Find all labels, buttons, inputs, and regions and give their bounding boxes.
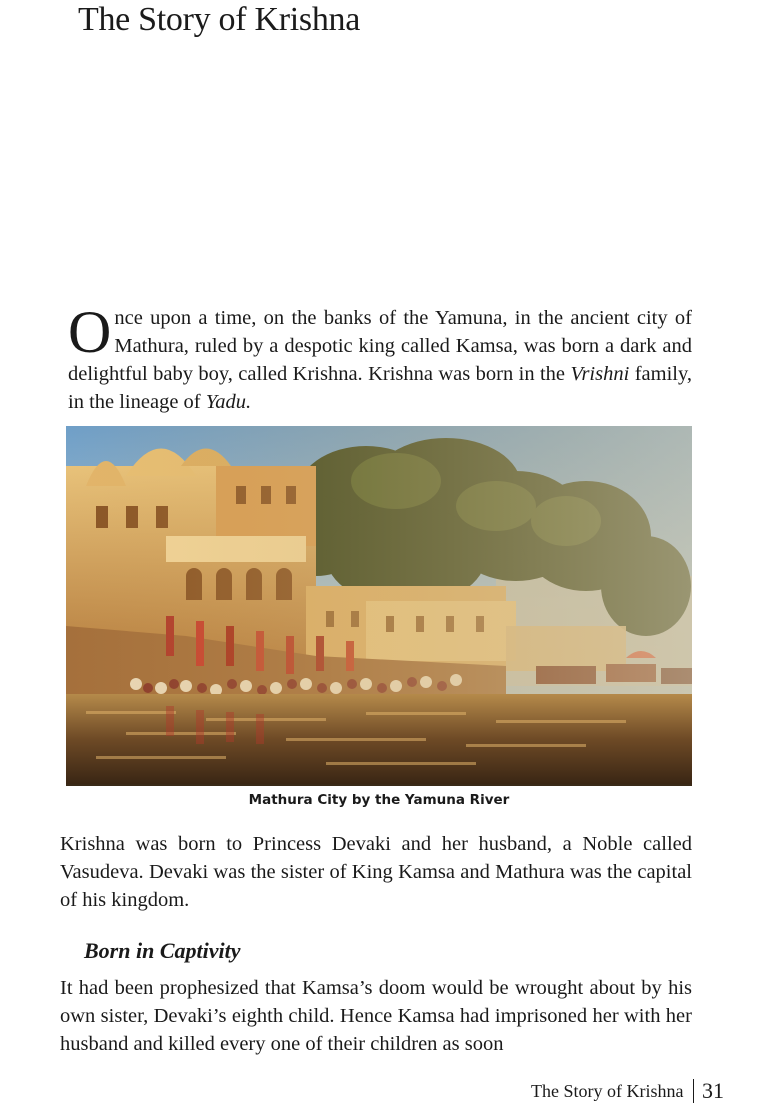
page-number: 31	[702, 1078, 724, 1103]
section-heading: Born in Captivity	[84, 938, 241, 963]
page-title: The Story of Krishna	[78, 1, 361, 38]
page-footer	[531, 1078, 724, 1104]
intro-paragraph	[68, 299, 693, 416]
intro-italic-vrishni: Vrishni	[570, 363, 630, 385]
section-paragraph: It had been prophesized that Kamsa’s doom would be wrought about by his own sister, Devaki’s eighth child. Hence Kamsa had imprisoned her with her husband and killed every one of their children as soon	[60, 977, 692, 1055]
footer-divider	[693, 1079, 695, 1103]
running-title: The Story of Krishna	[531, 1081, 684, 1101]
drop-cap: O	[68, 299, 112, 365]
figure-caption: Mathura City by the Yamuna River	[248, 792, 510, 808]
intro-text-2: family, in the lineage of	[68, 363, 693, 413]
mathura-river-photo	[66, 426, 692, 786]
intro-text-1: nce upon a time, on the banks of the Yamuna, in the ancient city of Mathura, ruled by a despotic king called Kamsa, was born a dark and delightful baby boy, called Krishna. Krishna was born in the	[68, 307, 692, 385]
body-paragraph: Krishna was born to Princess Devaki and her husband, a Noble called Vasudeva. Devaki was the sister of King Kamsa and Mathura was the capital of his kingdom.	[60, 833, 692, 911]
intro-italic-yadu: Yadu.	[205, 391, 252, 413]
